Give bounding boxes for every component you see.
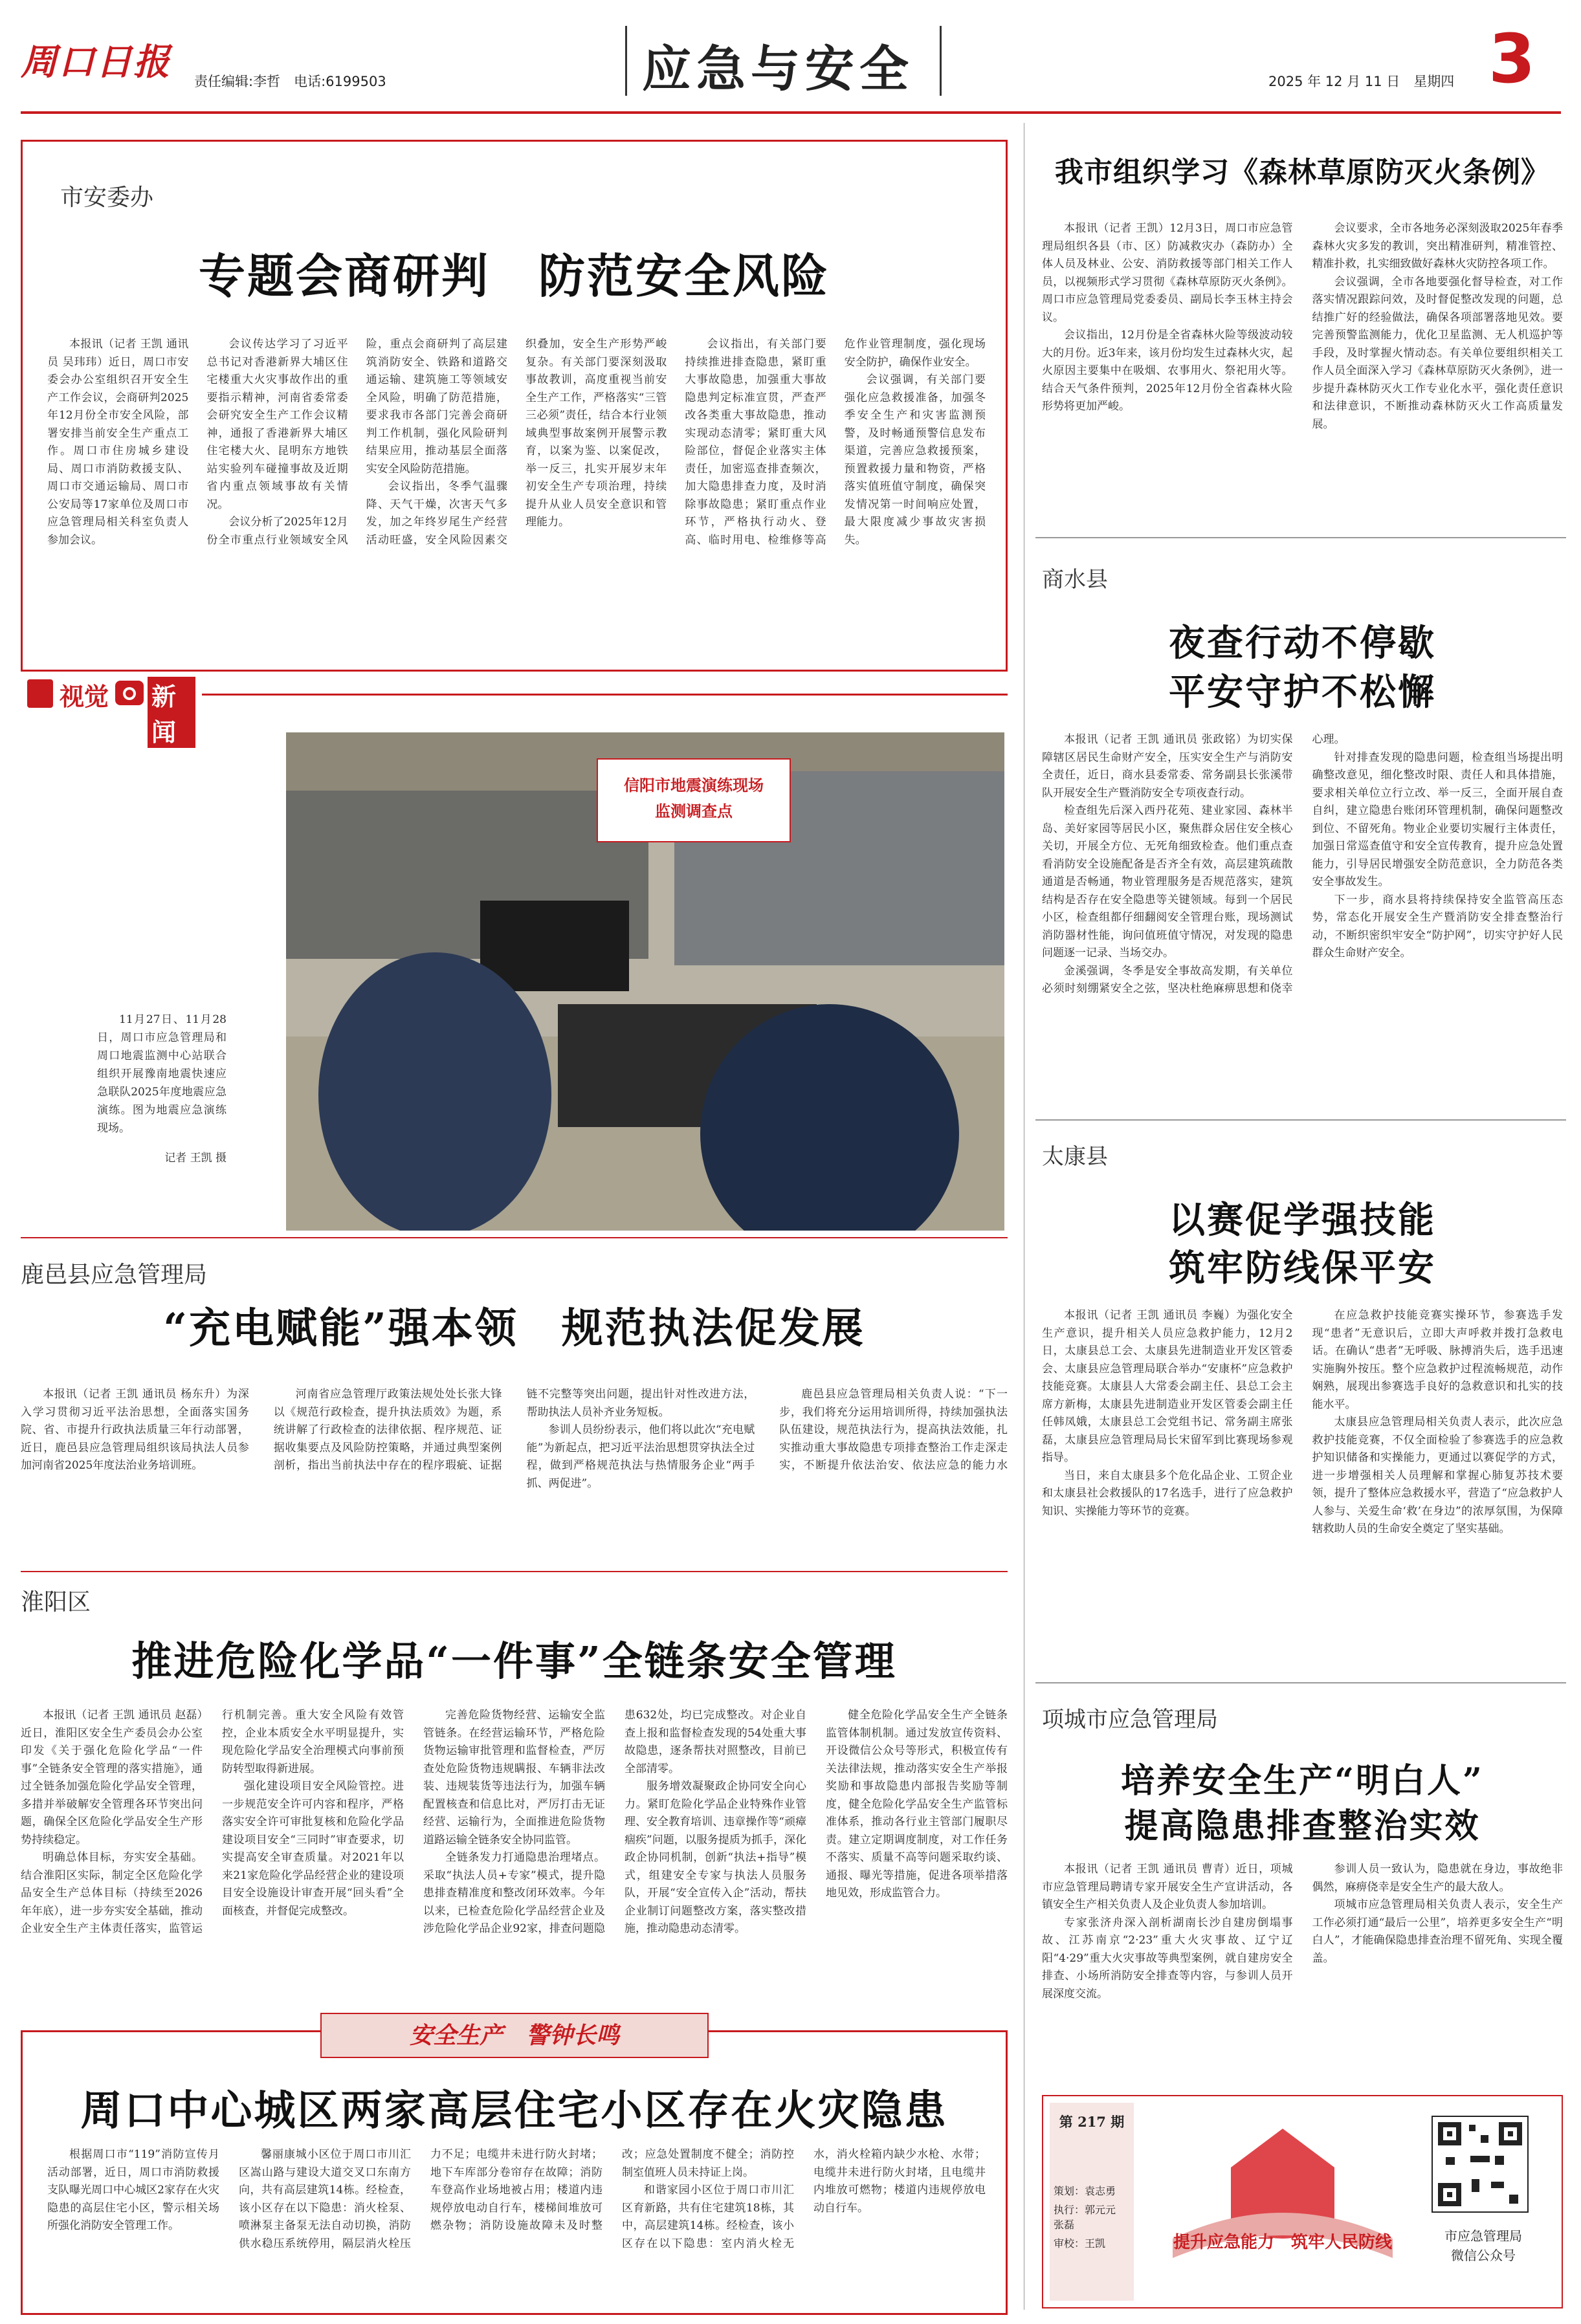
paragraph: 会议要求，全市各地务必深刻汲取2025年春季森林火灾多发的教训，突出精准研判，精准管控、精准扑救，扎实细致做好森林火灾防控各项工作。 (1312, 222, 1563, 270)
editor-info: 责任编辑:李哲 电话:6199503 (194, 74, 386, 89)
paragraph: 会议强调，全市各地要强化督导检查，对工作落实情况跟踪问效，及时督促整改发现的问题，总结推广好的经验做法，确保各项部署落地见效。要完善预警监测能力，优化卫星监测、无人机巡护等手段，及时掌握火情动态。有关单位要组织相关工作人员全面深入学习《森林草原防灭火条例》，进一步提升森林防灭火工作专业化水平，强化责任意识和法律意识，不断推动森林防灭火工作高质量发展。 (1312, 275, 1563, 431)
banner (320, 2013, 709, 2058)
planner: 策划：袁志勇 (1054, 2185, 1116, 2197)
paragraph: 本报讯（记者 王凯 通讯员 吴玮玮）近日，周口市安委会办公室组织召开安全生产工作会议，会商研判2025年12月份全市安全风险，部署安排当前安全生产重点工作。周口市住房城乡建设局、周口市消防救援支队、周口市交通运输局、周口市公安局等17家单位及周口市应急管理局相关科室负责人参加会议。 (47, 338, 189, 547)
headline: 专题会商研判 防范安全风险 (198, 248, 830, 303)
executor: 执行：郭元元 张磊 (1054, 2204, 1127, 2231)
section-label: 项城市应急管理局 (1042, 1707, 1218, 1733)
paragraph: 专家张济舟深入剖析湖南长沙自建房倒塌事故、江苏南京“2·23”重大火灾事故、辽宁辽阳“4·29”重大火灾事故等典型案例，就自建房安全排查、小场所消防安全排查等内容，与参训人员开展深度交流。 (1042, 1916, 1293, 2001)
paragraph: 参训人员纷纷表示，他们将以此次“充电赋能”为新起点，把习近平法治思想贯穿执法全过程，做到严格规范执法与热情服务企业“两手抓、两促进”。 (526, 1423, 755, 1490)
monitoring-site-sign: 信阳市地震演练现场监测调查点 (597, 758, 791, 842)
paragraph: 检查组先后深入西丹花苑、建业家园、森林半岛、美好家园等居民小区，聚焦群众居住安全核心关切，开展全方位、无死角细致检查。他们重点查看消防安全设施配备是否齐全有效，高层建筑疏散通道是否畅通，物业管理服务是否规范落实，建筑结构是否存在安全隐患等关键领域。每到一个居民小区，检查组都仔细翻阅安全管理台账，现场测试消防器材性能，询问值班值守情况，对发现的隐患问题逐一记录、当场交办。 (1042, 804, 1293, 959)
column-footer (1042, 2095, 1563, 2308)
footer-info (1050, 2103, 1134, 2301)
article-body (21, 1707, 1008, 2011)
headline: 推进危险化学品“一件事”全链条安全管理 (131, 1638, 897, 1685)
issue-number: 第 217 期 (1059, 2114, 1125, 2130)
paragraph: 强化建设项目安全风险管控。进一步规范安全许可内容和程序，严格落实安全许可审批复核和危险化学品建设项目安全“三同时”审查要求，切实提高安全审查质量。对2021年以来21家危险化学品经营企业的建设项目安全设施设计审查开展“回头看”全面核查，并督促完成整改。 (222, 1780, 404, 1918)
article-luyi (21, 1237, 1008, 1490)
paragraph: 本报讯（记者 王凯 通讯员 曹青）近日，项城市应急管理局聘请专家开展安全生产宣讲活动，各镇安全生产相关负责人及企业负责人参加培训。 (1042, 1863, 1293, 1911)
article-taikang (1042, 1119, 1563, 1669)
masthead (0, 0, 1581, 123)
paragraph: 本报讯（记者 王凯 通讯员 李巍）为强化安全生产意识，提升相关人员应急救护能力，12月2日，太康县总工会、太康县先进制造业开发区管委会、太康县应急管理局联合举办“安康杯”应急救护技能竞赛。太康县人大常委会副主任、县总工会主席方新梅，太康县先进制造业开发区管委会副主任任韩凤娥，太康县总工会党组书记、常务副主席张磊，太康县应急管理局局长宋留军到比赛现场参观指导。 (1042, 1309, 1293, 1464)
paragraph: 全链条发力打通隐患治理堵点。采取“执法人员+专家”模式，提升隐患排查精准度和整改闭环效率。今年以来，已检查危险化学品经营企业及涉危险化学品企业92家，排查问题隐患632处，均已完成整改。对企业自查上报和监督检查发现的54处重大事故隐患，逐条帮扶对照整改，目前已全部清零。 (423, 1709, 806, 1935)
paragraph: 本报讯（记者 王凯 通讯员 张政铭）为切实保障辖区居民生命财产安全，压实安全生产与消防安全责任，近日，商水县委常委、常务副县长张溪带队开展安全生产暨消防安全专项夜查行动。 (1042, 733, 1293, 800)
article-fire-hazards (21, 2022, 1008, 2315)
photo-news-tag (27, 674, 195, 747)
emblem-illustration (1147, 2109, 1419, 2297)
qr-code-icon (1433, 2117, 1527, 2211)
photo-credit: 记者 王凯 摄 (164, 1152, 227, 1165)
paragraph: 河南省应急管理厅政策法规处处长张大锋以《规范行政检查，提升执法质效》为题，系统讲解了行政检查的法律依据、程序规范、证据收集要点及风险防控策略，并通过典型案例剖析，指出当前执法中存在的程序瑕疵、证据链不完整等突出问题，提出针对性改进方法，帮助执法人员补齐业务短板。 (273, 1388, 755, 1472)
section-rule (1035, 1682, 1566, 1683)
article-body (1042, 1307, 1563, 1656)
photo-caption (97, 1011, 227, 1218)
paragraph: 会议指出，有关部门要持续推进排查隐患，紧盯重大事故隐患，加强重大事故隐患判定标准宣贯，严查严改各类重大事故隐患，推动实现动态清零；紧盯重大风险部位，督促企业落实主体责任，加密巡查排查频次，加大隐患排查力度，及时消除事故隐患；紧盯重点作业环节，严格执行动火、登高、临时用电、检维修等高危作业管理制度，强化现场安全防护，确保作业安全。 (685, 338, 986, 547)
section-label: 市安委办 (60, 184, 154, 211)
section-label: 鹿邑县应急管理局 (21, 1262, 208, 1288)
headline-line-2: 平安守护不松懈 (1169, 671, 1436, 714)
reviewer: 审校：王凯 (1054, 2237, 1106, 2250)
title-divider (625, 26, 627, 96)
paragraph: 根据周口市“119”消防宣传月活动部署，近日，周口市消防救援支队曝光周口中心城区2家存在火灾隐患的高层住宅小区，警示相关场所强化消防安全管理工作。 (47, 2148, 219, 2232)
paragraph: 会议指出，冬季气温骤降、天气干燥，次害天气多发，加之年终岁尾生产经营活动旺盛，安全风险因素交织叠加，安全生产形势严峻复杂。有关部门要深刻汲取事故教训，高度重视当前安全生产工作，严格落实“三管三必须”责任，结合本行业领域典型事故案例开展警示教育，以案为鉴、以案促改，举一反三，扎实开展岁末年初安全生产专项治理，持续提升从业人员安全意识和管理能力。 (366, 338, 667, 547)
paragraph: 明确总体目标，夯实安全基础。结合淮阳区实际，制定全区危险化学品安全生产总体目标（持续至2026年年底），进一步夯实安全基础，推动企业安全生产主体责任落实，监管运行机制完善。重大安全风险有效管控，企业本质安全水平明显提升，实现危险化学品安全治理模式向事前预防转型取得新进展。 (21, 1709, 404, 1935)
paragraph: 会议传达学习了习近平总书记对香港新界大埔区住宅楼重大火灾事故作出的重要指示精神，河南省委常委会研究安全生产工作会议精神，通报了香港新界大埔区住宅楼大火、昆明东方地铁站实验列车碰撞事故及近期省内重点领域事故有关情况。 (206, 338, 348, 511)
paragraph: 本报讯（记者 王凯 通讯员 杨东升）为深入学习贯彻习近平法治思想，全面落实国务院、省、市提升行政执法质量三年行动部署，近日，鹿邑县应急管理局组织该局执法人员参加河南省2025年度法治业务培训班。 (21, 1388, 249, 1472)
paragraph: 金溪强调，冬季是安全事故高发期，有关单位必须时刻绷紧安全之弦，坚决杜绝麻痹思想和侥幸心理。 (1042, 733, 1345, 995)
paragraph: 针对排查发现的隐患问题，检查组当场提出明确整改意见，细化整改时限、责任人和具体措施，要求相关单位立行立改、举一反三，全面开展自查自纠，建立隐患台账闭环管理机制，确保问题整改到位、不留死角。物业企业要切实履行主体责任，加强日常巡查值守和安全宣传教育，提升应急处置能力，引导居民增强安全防范意识，全力防范各类安全事故发生。 (1312, 751, 1563, 888)
article-body (21, 1386, 1008, 1509)
caption-text: 11月27日、11月28日，周口市应急管理局和周口地震监测中心站联合组织开展豫南地震快速应急联队2025年度地震应急演练。图为地震应急演练现场。 (97, 1013, 227, 1135)
camera-icon (115, 681, 144, 705)
headline: 周口中心城区两家高层住宅小区存在火灾隐患 (80, 2087, 948, 2135)
paragraph: 在应急救护技能竞赛实操环节，参赛选手发现“患者”无意识后，立即大声呼救并拨打急救电话。在确认“患者”无呼吸、脉搏消失后，选手迅速实施胸外按压。整个应急救护过程流畅规范，动作娴熟，展现出参赛选手良好的急救意识和扎实的技能水平。 (1312, 1309, 1563, 1411)
qr-caption-line-2: 微信公众号 (1451, 2248, 1516, 2263)
tag-decor (27, 679, 53, 708)
headline: “充电赋能”强本领 规范执法促发展 (163, 1304, 865, 1353)
photo-news-rule (202, 694, 1008, 696)
paragraph: 鹿邑县应急管理局相关负责人说：“下一步，我们将充分运用培训所得，持续加强执法队伍建设，规范执法行为，提高执法效能，扎实推动重大事故隐患专项排查整治工作走深走实，不断提升依法治安、依法应急的能力水 (779, 1388, 1008, 1472)
paragraph: 本报讯（记者 王凯）12月3日，周口市应急管理局组织各县（市、区）防减救灾办（森防办）全体人员及林业、公安、消防救援等部门相关工作人员，以视频形式学习贯彻《森林草原防灭火条例》。周口市应急管理局党委委员、副局长李玉林主持会议。 (1042, 222, 1293, 324)
headline-line-1: 以赛促学强技能 (1169, 1199, 1436, 1242)
section-label: 太康县 (1042, 1144, 1108, 1170)
article-body (47, 2146, 986, 2308)
headline-line-2: 提高隐患排查整治实效 (1124, 1806, 1481, 1846)
page-number: 3 (1488, 19, 1536, 98)
tag-visual: 视觉 (60, 682, 109, 711)
paragraph: 参训人员一致认为，隐患就在身边，事故绝非偶然，麻痹侥幸是安全生产的最大敌人。 (1312, 1863, 1563, 1894)
paragraph: 会议强调，有关部门要强化应急救援准备，加强冬季安全生产和灾害监测预警，及时畅通预警信息发布渠道，完善应急救援预案，预置救援力量和物资，严格落实值班值守制度，确保突发情况第一时间响应处置，最大限度减少事故灾害损失。 (844, 373, 986, 547)
section-rule (21, 1237, 1008, 1238)
section-rule (21, 1571, 1008, 1572)
headline-line-2: 筑牢防线保平安 (1169, 1247, 1436, 1289)
paragraph: 当日，来自太康县多个危化品企业、工贸企业和太康县社会救援队的17名选手，进行了应急救护知识、实操能力等环节的竞赛。 (1042, 1469, 1293, 1518)
headline-line-1: 培养安全生产“明白人” (1121, 1761, 1484, 1801)
headline-line-1: 夜查行动不停歇 (1169, 622, 1436, 664)
section-label: 淮阳区 (21, 1589, 91, 1616)
emblem-graphic (1147, 2109, 1419, 2297)
headline: 我市组织学习《森林草原防灭火条例》 (1055, 156, 1550, 189)
news-photo (286, 732, 1004, 1231)
paragraph: 太康县应急管理局相关负责人表示，此次应急救护技能竞赛，不仅全面检验了参赛选手的应急救护知识储备和实操能力，更通过以赛促学的方式，进一步增强相关人员理解和掌握心肺复苏技术要领，提升了整体应急救援水平，营造了“应急救护人人参与、关爱生命‘救’在身边”的浓厚氛围，为保障辖救助人员的生命安全奠定了坚实基础。 (1312, 1416, 1563, 1535)
paragraph: 完善危险货物经营、运输安全监管链条。在经营运输环节，严格危险货物运输审批管理和监督检查，严厉查处危险货物违规瞒报、车辆非法改装、违规装货等违法行为，加强车辆配置核查和信息比对，严厉打击无证经营、运输行为，全面推进危险货物道路运输全链条安全协同监管。 (423, 1709, 605, 1847)
paragraph: 服务增效凝聚政企协同安全向心力。紧盯危险化学品企业特殊作业管理、安全教育培训、违章操作等“顽瘴痼疾”问题，以服务提质为抓手，深化政企协同机制，创新“执法+指导”模式，组建安全专家与执法人员服务队，开展“安全宣传入企”活动，帮扶企业制订问题整改方案，落实整改措施，推动隐患动态清零。 (625, 1780, 806, 1935)
paragraph: 和谐家园小区位于周口市川汇区育新路，共有住宅建筑18栋，其中，高层建筑14栋。经检查，该小区存在以下隐患：室内消火栓无水，消火栓箱内缺少水枪、水带；电缆井未进行防火封堵，且电缆井内堆放可燃物；楼道内违规停放电动自行车。 (622, 2148, 986, 2250)
photo-news (21, 674, 1008, 1237)
tag-news: 新闻 (148, 677, 195, 748)
masthead-rule (21, 111, 1561, 114)
section-rule (1035, 1119, 1566, 1121)
footer-slogan: 提升应急能力 筑牢人民防线 (1173, 2233, 1392, 2252)
section-rule (1035, 537, 1566, 538)
newspaper-logo: 周口日报 (21, 41, 171, 83)
paragraph: 本报讯（记者 王凯 通讯员 赵磊）近日，淮阳区安全生产委员会办公室印发《关于强化危险化学品“一件事”全链条安全管理的落实措施》，通过全链条加强危险化学品安全管理，多措并举破解安全管理各环节突出问题，确保全区危险化学品安全生产形势持续稳定。 (21, 1709, 203, 1847)
article-xiangcheng (1042, 1682, 1563, 2083)
issue-date: 2025 年 12 月 11 日 星期四 (1268, 74, 1455, 89)
paragraph: 会议分析了2025年12月份全市重点行业领域安全风险，重点会商研判了高层建筑消防安全、铁路和道路交通运输、建筑施工等领域安全风险，明确了防范措施，要求我市各部门完善会商研判工作机制，强化风险研判结果应用，推动基层全面落实安全风险防范措施。 (206, 338, 507, 547)
article-huaiyang (21, 1571, 1008, 2030)
article-body (1042, 731, 1563, 1093)
section-label: 商水县 (1042, 567, 1108, 593)
article-body (1042, 220, 1563, 518)
paragraph: 馨丽康城小区位于周口市川汇区嵩山路与建设大道交叉口东南方向，共有高层建筑14栋。经检查，该小区存在以下隐患：消火栓泵、喷淋泵主备泵无法自动切换，消防供水稳压系统停用，隔层消火栓压力不足；电缆井未进行防火封堵；地下车库部分卷帘存在故障；消防车登高作业场地被占用；楼道内违规停放电动自行车，楼梯间堆放可燃杂物；消防设施故障未及时整改；应急处置制度不健全；消防控制室值班人员未持证上岗。 (239, 2148, 794, 2250)
article-body (1042, 1861, 1563, 2061)
paragraph: 下一步，商水县将持续保持安全监管高压态势，常态化开展安全生产暨消防安全排查整治行动，不断织密织牢安全“防护网”，切实守护好人民群众生命财产安全。 (1312, 893, 1563, 959)
banner-text: 安全生产 警钟长鸣 (409, 2022, 619, 2049)
qr-caption-line-1: 市应急管理局 (1444, 2228, 1522, 2244)
page-title: 应急与安全 (642, 40, 914, 98)
paragraph: 会议指出，12月份是全省森林火险等级波动较大的月份。近3年来，该月份均发生过森林火灾，起火原因主要集中在吸烟、农事用火、祭祀用火等。结合天气条件预判，2025年12月份全省森林火险形势将更加严峻。 (1042, 329, 1293, 413)
article-city-safety-office (21, 140, 1008, 672)
qr-code (1432, 2116, 1529, 2213)
article-forest-fire (1042, 136, 1563, 524)
article-shangshui (1042, 537, 1563, 1106)
article-body (47, 336, 986, 659)
title-divider-right (940, 26, 942, 96)
paragraph: 项城市应急管理局相关负责人表示，安全生产工作必须打通“最后一公里”，培养更多安全生产“明白人”，才能确保隐患排查治理不留死角、实现全覆盖。 (1312, 1898, 1563, 1965)
paragraph: 健全危险化学品安全生产全链条监管体制机制。通过发放宣传资料、开设微信公众号等形式，积极宣传有关法律法规，推动落实安全生产举报奖励和事故隐患内部报告奖励等制度，健全危险化学品安全生产监管标准体系，推动各行业主管部门履职尽责。建立定期调度制度，对工作任务不落实、质量不高等问题采取约谈、通报、曝光等措施，促进各项举措落地见效，形成监管合力。 (826, 1709, 1008, 1900)
